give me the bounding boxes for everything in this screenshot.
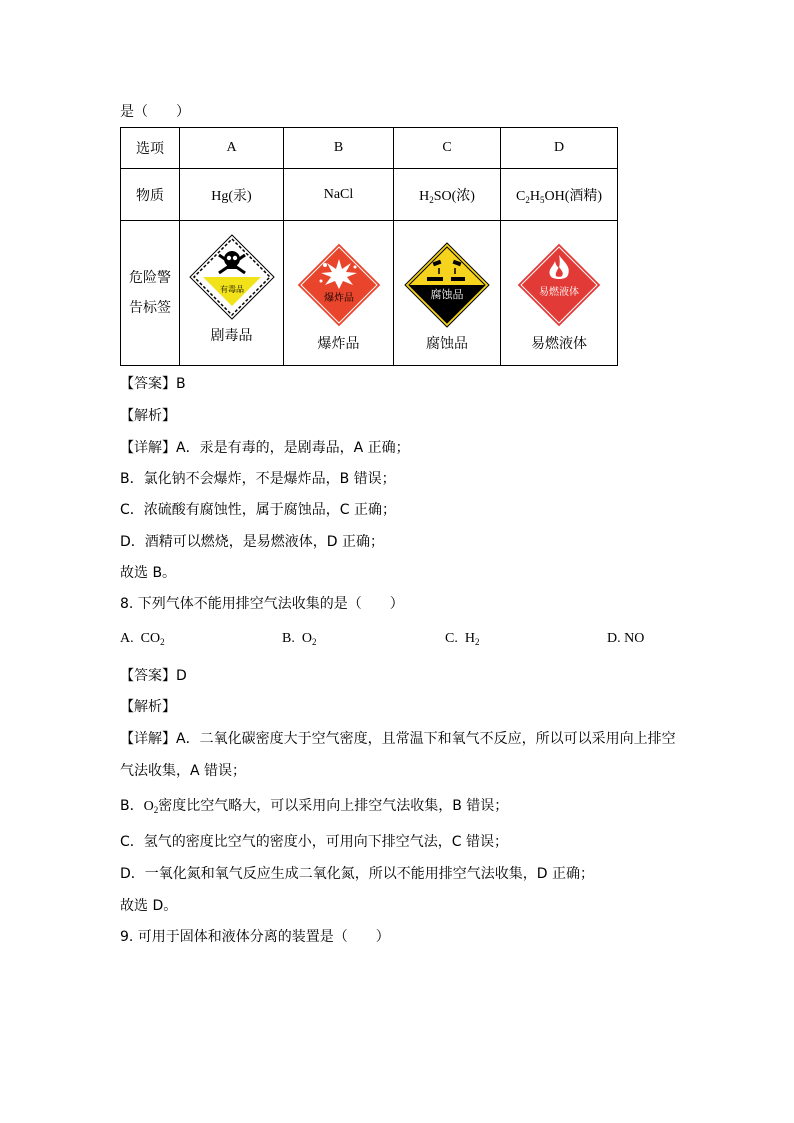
q8-answer: 【答案】D (120, 668, 187, 684)
sign-cell-a (180, 221, 284, 366)
q9-question: 9. 可用于固体和液体分离的装置是（ ） (120, 929, 390, 945)
explosive-sign-text: 爆炸品 (323, 293, 354, 304)
q7-detail-a: 【详解】A．汞是有毒的，是剧毒品，A 正确； (120, 440, 410, 456)
sign-row (121, 221, 618, 366)
q7-detail-c: C．浓硫酸有腐蚀性，属于腐蚀品，C 正确； (120, 502, 396, 518)
toxic-sign (188, 233, 276, 321)
q7-detail-b: B．氯化钠不会爆炸，不是爆炸品，B 错误； (120, 471, 396, 487)
q8-detail-a-line2: 气法收集，A 错误； (120, 763, 247, 779)
q8-detail-a-line1: 【详解】A．二氧化碳密度大于空气密度，且常温下和氧气不反应，所以可以采用向上排空 (120, 731, 676, 747)
q8-option-c: C. $H_2$ (445, 631, 480, 647)
caption-b: 爆炸品 (317, 336, 360, 352)
q7-detail-d: D．酒精可以燃烧，是易燃液体，D 正确； (120, 534, 385, 550)
header-c: C (394, 128, 501, 169)
q8-detail-d: D．一氧化氮和氧气反应生成二氧化氮，所以不能用排空气法收集，D 正确； (120, 866, 595, 882)
q8-option-b: B. $O_2$ (282, 631, 317, 647)
q8-detail-b: B．$O_2$密度比空气略大，可以采用向上排空气法收集，B 错误； (120, 798, 509, 815)
flammable-sign (515, 241, 603, 329)
q8-question: 8. 下列气体不能用排空气法收集的是（ ） (120, 596, 404, 612)
q7-answer: 【答案】B (120, 376, 186, 392)
header-b: B (284, 128, 394, 169)
header-a: A (180, 128, 284, 169)
substance-a: Hg(汞) (180, 169, 284, 221)
header-option: 选项 (121, 128, 180, 169)
sign-cell-b (284, 221, 394, 366)
substance-label: 物质 (121, 169, 180, 221)
caption-a: 剧毒品 (210, 328, 253, 344)
corrosive-sign-text: 腐蚀品 (430, 288, 464, 301)
q7-conclusion: 故选 B。 (120, 565, 177, 581)
substance-row (121, 169, 618, 221)
q8-option-a: A. $CO_2$ (120, 631, 165, 647)
q7-analysis: 【解析】 (120, 408, 176, 424)
q8-analysis: 【解析】 (120, 699, 176, 715)
sign-cell-c (394, 221, 501, 366)
flammable-sign-text: 易燃液体 (539, 287, 579, 298)
toxic-sign-text: 有毒品 (219, 285, 244, 294)
sign-cell-d (501, 221, 618, 366)
substance-d: $C_2H_5OH$(酒精) (501, 169, 618, 221)
table-header-row (121, 128, 618, 169)
header-d: D (501, 128, 618, 169)
explosive-sign (295, 241, 383, 329)
substance-b: NaCl (284, 169, 394, 221)
sign-label: 危险警 告标签 (121, 221, 180, 366)
caption-c: 腐蚀品 (426, 336, 468, 352)
question-7-tail: 是（ ） (120, 104, 190, 120)
caption-d: 易燃液体 (531, 336, 587, 352)
q8-detail-c: C．氢气的密度比空气的密度小，可用向下排空气法，C 错误； (120, 834, 508, 850)
substance-c: $H_2SO$(浓) (394, 169, 501, 221)
q8-option-d: D. NO (607, 631, 645, 646)
q8-conclusion: 故选 D。 (120, 898, 178, 914)
hazard-table (120, 127, 618, 366)
corrosive-sign (403, 241, 491, 329)
